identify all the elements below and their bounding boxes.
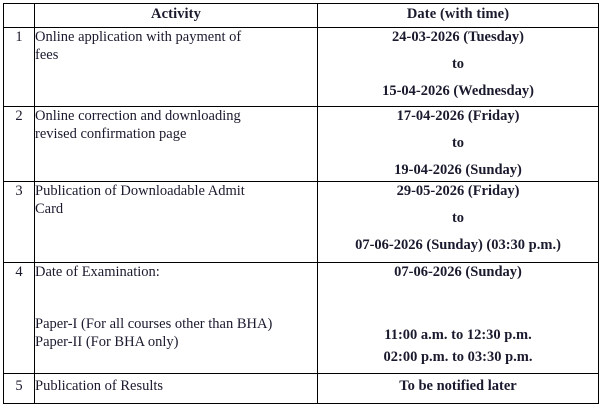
activity-line: Card <box>35 201 64 217</box>
activity-line: revised confirmation page <box>35 126 187 142</box>
column-header-date: Date (with time) <box>318 4 599 28</box>
activity-line-exam-date: Date of Examination: <box>35 264 160 280</box>
activity-line: Publication of Results <box>35 378 164 394</box>
row-activity-cell <box>35 182 318 263</box>
row-serial-number: 2 <box>4 107 35 182</box>
row-activity-cell <box>35 28 318 107</box>
schedule-table-container <box>3 3 598 412</box>
activity-spacer <box>35 281 317 315</box>
date-line-paper-1-time: 11:00 a.m. to 12:30 p.m. <box>384 327 532 343</box>
table-row <box>4 263 599 374</box>
date-separator-to: to <box>451 135 465 151</box>
date-line: 17-04-2026 (Friday) <box>396 108 520 124</box>
date-line: 24-03-2026 (Tuesday) <box>392 29 524 45</box>
examination-schedule-table <box>3 3 599 404</box>
activity-line: Online application with payment of <box>35 29 242 45</box>
table-header-row <box>4 4 599 28</box>
table-body <box>4 28 599 404</box>
table-row <box>4 107 599 182</box>
date-line-paper-2-time: 02:00 p.m. to 03:30 p.m. <box>383 349 533 365</box>
row-date-cell <box>318 28 599 107</box>
row-activity-cell <box>35 263 318 374</box>
table-row <box>4 182 599 263</box>
date-line: 07-06-2026 (Sunday) (03:30 p.m.) <box>355 237 561 253</box>
date-line: 15-04-2026 (Wednesday) <box>382 83 534 99</box>
date-line: To be notified later <box>399 378 517 394</box>
date-line-exam-date: 07-06-2026 (Sunday) <box>394 264 522 280</box>
activity-line-paper-2: Paper-II (For BHA only) <box>35 334 179 350</box>
row-serial-number: 5 <box>4 374 35 404</box>
row-serial-number: 4 <box>4 263 35 374</box>
activity-line: Publication of Downloadable Admit <box>35 183 245 199</box>
activity-line: fees <box>35 47 59 63</box>
row-serial-number: 1 <box>4 28 35 107</box>
row-serial-number: 3 <box>4 182 35 263</box>
date-separator-to: to <box>451 210 465 226</box>
column-header-serial <box>4 4 35 28</box>
table-row <box>4 28 599 107</box>
date-line: 29-05-2026 (Friday) <box>396 183 520 199</box>
column-header-activity: Activity <box>35 4 318 28</box>
row-date-cell <box>318 263 599 374</box>
row-date-cell <box>318 182 599 263</box>
date-separator-to: to <box>451 56 465 72</box>
row-activity-cell <box>35 374 318 404</box>
date-spacer <box>318 281 598 326</box>
row-activity-cell <box>35 107 318 182</box>
row-date-cell <box>318 107 599 182</box>
table-header <box>4 4 599 28</box>
row-date-cell <box>318 374 599 404</box>
date-line: 19-04-2026 (Sunday) <box>394 162 522 178</box>
table-row <box>4 374 599 404</box>
activity-line: Online correction and downloading <box>35 108 241 124</box>
activity-line-paper-1: Paper-I (For all courses other than BHA) <box>35 316 273 332</box>
